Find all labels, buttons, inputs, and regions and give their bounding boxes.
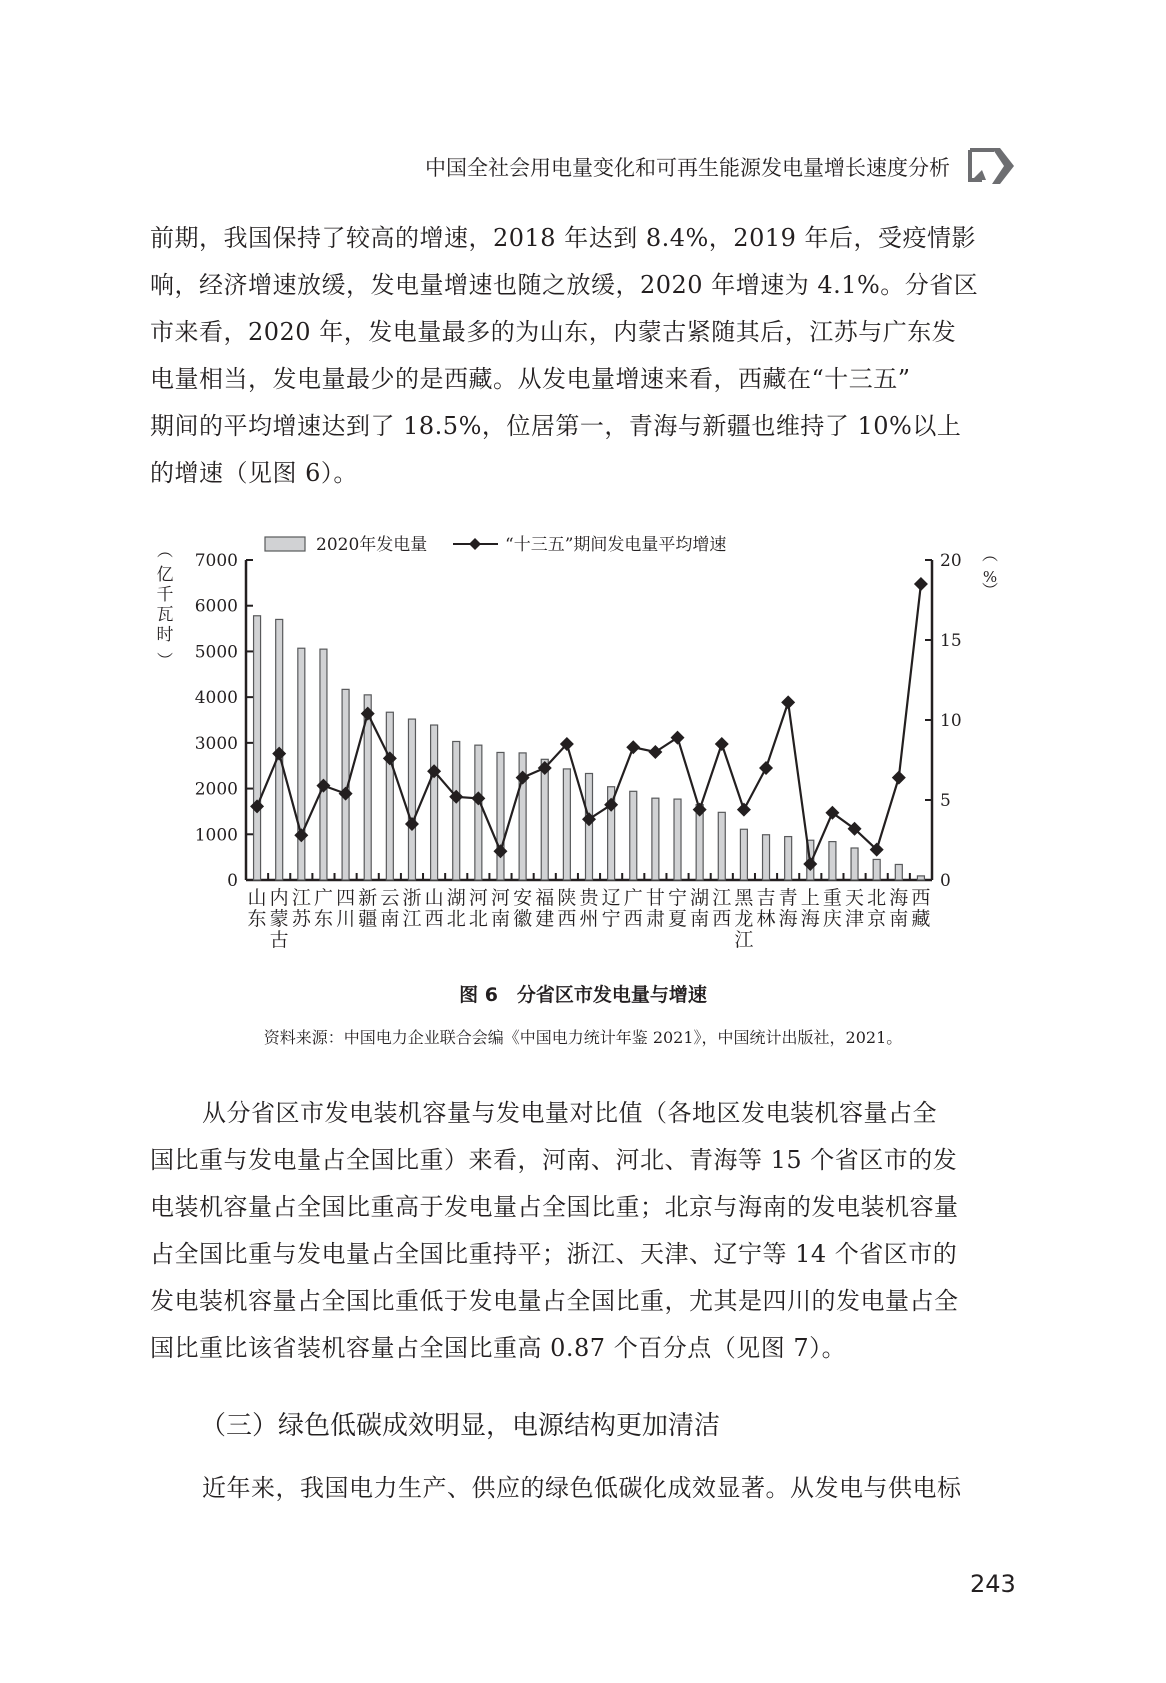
diamond-marker-icon	[272, 747, 286, 761]
category-label: 东	[313, 908, 333, 930]
text-line: 国比重比该省装机容量占全国比重高 0.87 个百分点（见图 7）。	[150, 1334, 847, 1362]
category-label: 庆	[822, 908, 842, 930]
text-line: 国比重与发电量占全国比重）来看，河南、河北、青海等 15 个省区市的发	[150, 1146, 958, 1174]
diamond-marker-icon	[914, 577, 928, 591]
category-label: 浙	[402, 887, 422, 909]
category-label: 吉	[756, 887, 776, 909]
diamond-marker-icon	[582, 812, 596, 826]
bar	[917, 876, 924, 880]
category-label: 河	[490, 887, 510, 909]
text-line: 期间的平均增速达到了 18.5%，位居第一，青海与新疆也维持了 10%以上	[150, 412, 962, 440]
category-label: 北	[446, 908, 466, 930]
category-label: 宁	[668, 887, 688, 909]
paragraph-2	[150, 1090, 1020, 1372]
bar	[386, 712, 393, 880]
category-label: 山	[424, 887, 444, 909]
left-tick-label: 6000	[194, 596, 238, 617]
diamond-marker-icon	[693, 803, 707, 817]
category-label: 重	[822, 887, 842, 909]
chapter-arrow-icon	[968, 146, 1020, 186]
category-label: 宁	[601, 908, 621, 930]
category-label: 西	[911, 887, 931, 909]
diamond-marker-icon	[493, 844, 507, 858]
category-label: 津	[845, 908, 865, 930]
bar	[408, 719, 415, 880]
text-line: 发电装机容量占全国比重低于发电量占全国比重，尤其是四川的发电量占全	[150, 1287, 959, 1315]
diamond-marker-icon	[405, 817, 419, 831]
category-label: 海	[778, 908, 798, 930]
category-label: 上	[800, 887, 820, 909]
bar	[320, 649, 327, 880]
category-label: 甘	[645, 887, 665, 909]
bar	[895, 864, 902, 880]
diamond-marker-icon	[626, 740, 640, 754]
legend-label-line: “十三五”期间发电量平均增速	[505, 535, 727, 555]
text-line: 市来看，2020 年，发电量最多的为山东，内蒙古紧随其后，江苏与广东发	[150, 318, 957, 346]
diamond-marker-icon	[250, 799, 264, 813]
left-tick-label: 0	[227, 871, 238, 891]
category-label: 北	[867, 887, 887, 909]
bar	[497, 752, 504, 880]
category-label: 南	[690, 908, 710, 930]
category-label: 疆	[358, 908, 378, 930]
bar	[431, 725, 438, 880]
left-tick-label: 2000	[194, 779, 238, 800]
bar	[763, 835, 770, 880]
left-axis-unit: 时	[156, 625, 174, 645]
bar	[785, 837, 792, 880]
text-line: 从分省区市发电装机容量与发电量对比值（各地区发电装机容量占全	[202, 1099, 937, 1127]
diamond-marker-icon	[715, 737, 729, 751]
left-tick-label: 3000	[194, 733, 238, 754]
bar	[475, 745, 482, 880]
diamond-marker-icon	[361, 707, 375, 721]
left-tick-label: 5000	[194, 642, 238, 663]
bar-line-chart	[150, 525, 1050, 965]
category-label: 徽	[513, 908, 533, 930]
section-heading: （三）绿色低碳成效明显，电源结构更加清洁	[200, 1411, 721, 1441]
svg-text:︶: ︶	[156, 651, 174, 670]
svg-text:︵: ︵	[156, 541, 174, 560]
bar	[674, 799, 681, 880]
right-tick-label: 15	[940, 631, 962, 651]
text-line: 电装机容量占全国比重高于发电量占全国比重；北京与海南的发电装机容量	[150, 1193, 959, 1221]
diamond-marker-icon	[759, 761, 773, 775]
category-label: 四	[336, 887, 356, 909]
bar	[298, 648, 305, 880]
category-label: 福	[535, 887, 555, 909]
category-label: 辽	[601, 887, 621, 909]
category-label: 京	[867, 908, 887, 930]
text-line: 响，经济增速放缓，发电量增速也随之放缓，2020 年增速为 4.1%。分省区	[150, 271, 979, 299]
category-label: 河	[468, 887, 488, 909]
category-label: 北	[468, 908, 488, 930]
right-tick-label: 20	[940, 551, 962, 571]
diamond-marker-icon	[469, 538, 481, 550]
category-label: 东	[247, 908, 267, 930]
svg-text:︶: ︶	[981, 581, 999, 600]
category-label: 湖	[690, 887, 710, 909]
svg-text:︵: ︵	[981, 545, 999, 564]
bar	[740, 829, 747, 880]
paragraph-3	[150, 1465, 1020, 1512]
category-label: 肃	[645, 908, 665, 930]
right-tick-label: 0	[940, 871, 951, 891]
category-label: 苏	[291, 908, 311, 930]
category-label: 新	[358, 887, 378, 909]
category-label: 内	[269, 887, 289, 909]
category-label: 西	[712, 908, 732, 930]
category-label: 海	[889, 887, 909, 909]
bar	[630, 791, 637, 880]
figure-caption: 图 6 分省区市发电量与增速	[459, 984, 707, 1006]
category-label: 林	[756, 908, 776, 930]
category-label: 湖	[446, 887, 466, 909]
category-label: 江	[402, 908, 422, 930]
category-label: 云	[380, 887, 400, 909]
category-label: 南	[380, 908, 400, 930]
diamond-marker-icon	[671, 731, 685, 745]
right-tick-label: 5	[940, 791, 951, 811]
category-label: 天	[845, 887, 865, 909]
running-header-title: 中国全社会用电量变化和可再生能源发电量增长速度分析	[425, 156, 950, 180]
right-tick-label: 10	[940, 711, 962, 731]
category-label: 山	[247, 887, 267, 909]
text-line: 前期，我国保持了较高的增速，2018 年达到 8.4%，2019 年后，受疫情影	[150, 224, 977, 252]
category-label: 安	[513, 887, 533, 909]
category-label: 陕	[557, 887, 577, 909]
left-tick-label: 4000	[194, 688, 238, 709]
diamond-marker-icon	[892, 771, 906, 785]
diamond-marker-icon	[471, 791, 485, 805]
category-label: 建	[535, 908, 555, 930]
left-axis-unit: 瓦	[156, 605, 174, 625]
left-tick-label: 1000	[194, 825, 238, 846]
diamond-marker-icon	[516, 771, 530, 785]
category-label: 藏	[911, 908, 931, 930]
diamond-marker-icon	[294, 828, 308, 842]
diamond-marker-icon	[604, 798, 618, 812]
diamond-marker-icon	[737, 803, 751, 817]
left-axis-unit: 亿	[156, 565, 174, 585]
diamond-marker-icon	[316, 779, 330, 793]
legend-label-bar: 2020年发电量	[316, 535, 428, 555]
category-label: 西	[424, 908, 444, 930]
diamond-marker-icon	[383, 751, 397, 765]
category-label: 江	[291, 887, 311, 909]
left-tick-label: 7000	[194, 551, 238, 571]
figure-source: 资料来源：中国电力企业联合会编《中国电力统计年鉴 2021》，中国统计出版社，2021。	[263, 1028, 903, 1047]
category-label: 海	[800, 908, 820, 930]
category-label: 川	[336, 908, 356, 930]
diamond-marker-icon	[781, 695, 795, 709]
category-label: 龙	[734, 908, 754, 930]
bar	[873, 859, 880, 880]
text-line: 近年来，我国电力生产、供应的绿色低碳化成效显著。从发电与供电标	[202, 1474, 962, 1502]
category-label: 南	[490, 908, 510, 930]
category-label: 江	[734, 929, 754, 951]
bar	[563, 769, 570, 880]
bar	[586, 773, 593, 880]
category-label: 西	[623, 908, 643, 930]
bar	[453, 741, 460, 880]
category-label: 西	[557, 908, 577, 930]
bar	[718, 812, 725, 880]
diamond-marker-icon	[339, 787, 353, 801]
category-label: 青	[778, 887, 798, 909]
right-axis-unit: %	[982, 568, 998, 586]
bar	[851, 848, 858, 880]
bar	[652, 798, 659, 880]
category-label: 广	[313, 887, 333, 909]
category-label: 江	[712, 887, 732, 909]
category-label: 广	[623, 887, 643, 909]
category-label: 蒙	[269, 908, 289, 930]
legend-bar-swatch	[265, 537, 305, 551]
text-line: 电量相当，发电量最少的是西藏。从发电量增速来看，西藏在“十三五”	[150, 365, 911, 393]
category-label: 夏	[668, 908, 688, 930]
text-line: 占全国比重与发电量占全国比重持平；浙江、天津、辽宁等 14 个省区市的	[150, 1240, 958, 1268]
category-label: 古	[269, 929, 289, 951]
bar	[541, 759, 548, 880]
text-line: 的增速（见图 6）。	[150, 459, 358, 487]
diamond-marker-icon	[803, 857, 817, 871]
paragraph-1	[150, 215, 1020, 497]
diamond-marker-icon	[648, 745, 662, 759]
category-label: 贵	[579, 887, 599, 909]
category-label: 南	[889, 908, 909, 930]
category-label: 黑	[734, 887, 754, 909]
category-label: 州	[579, 908, 599, 930]
bar	[254, 616, 261, 880]
left-axis-unit: 千	[156, 585, 174, 605]
bar	[829, 842, 836, 880]
page-number: 243	[970, 1570, 1016, 1598]
